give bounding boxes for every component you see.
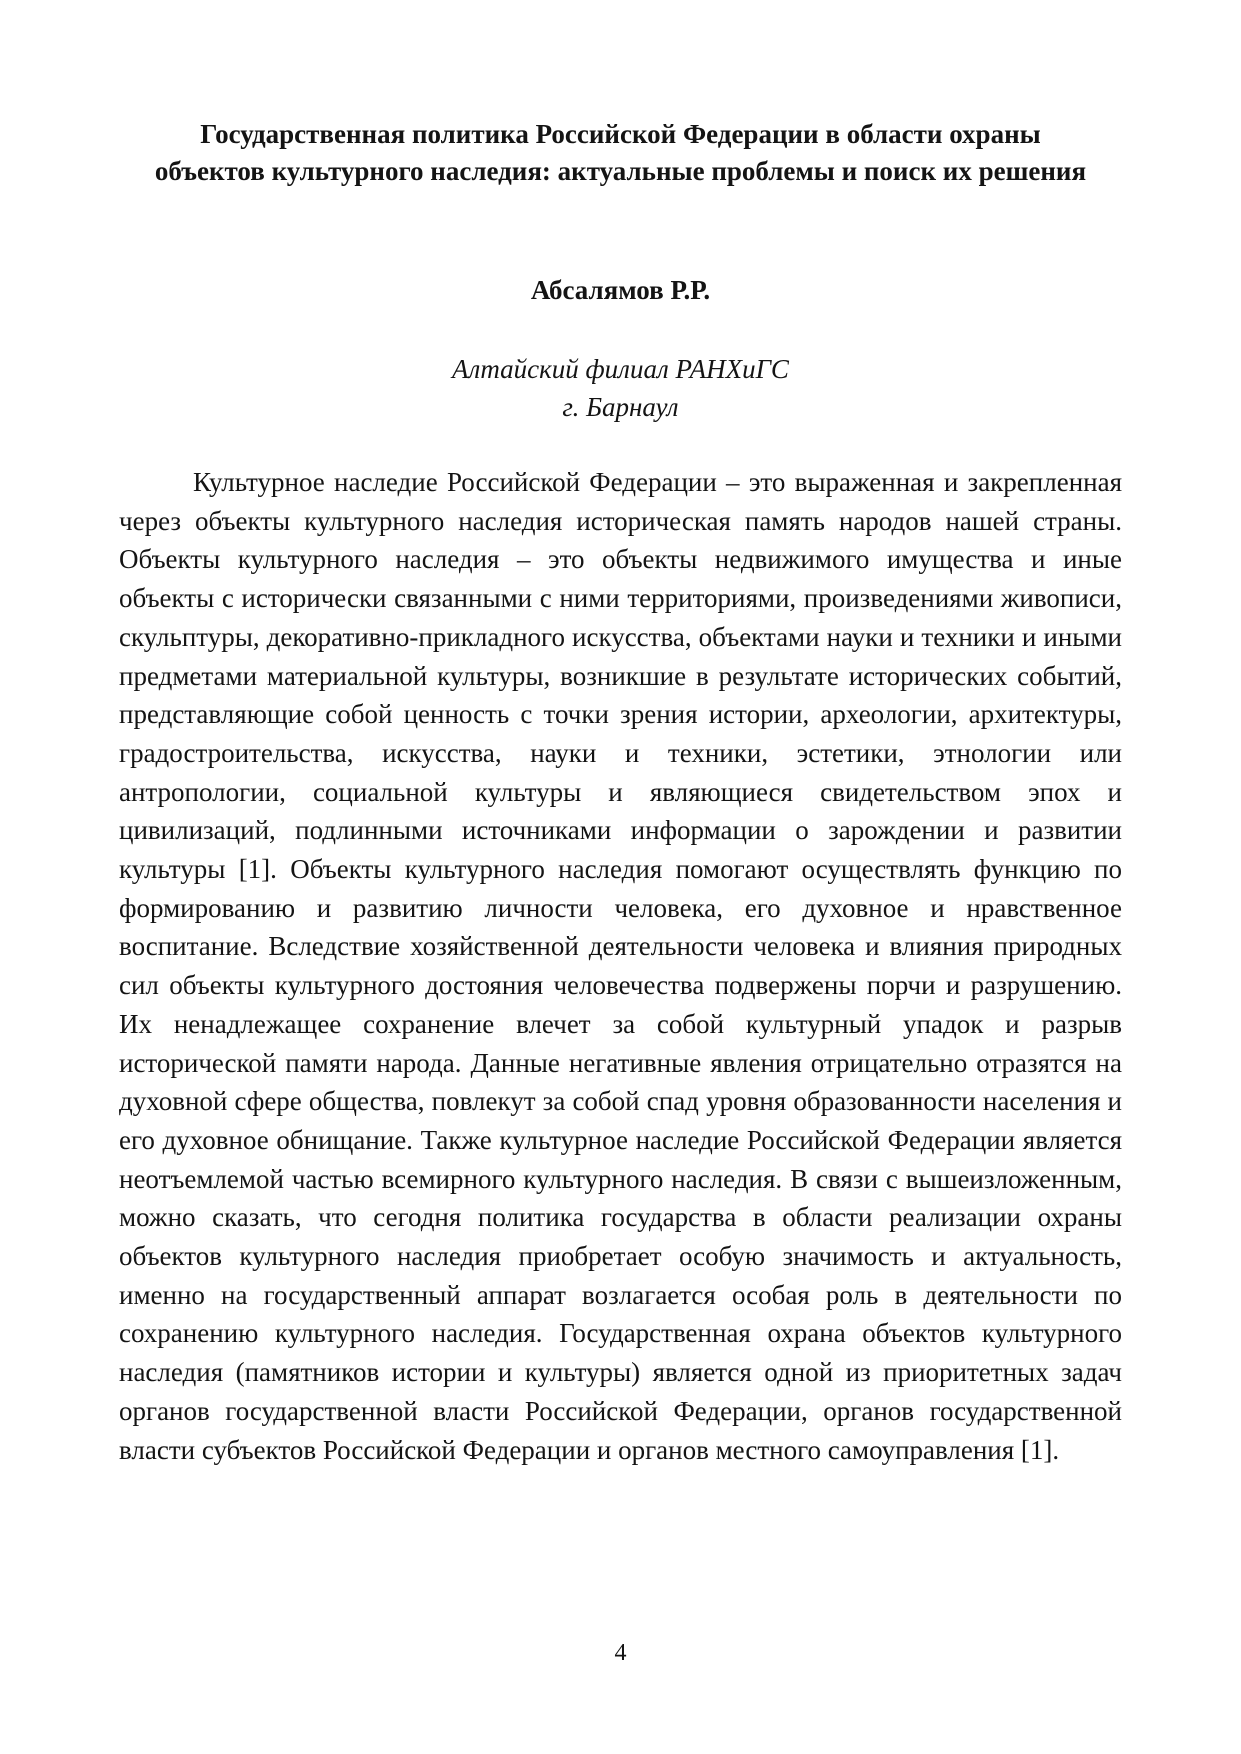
body-paragraph: Культурное наследие Российской Федерации – это выраженная и закрепленная через объекты культурного наследия историческая память народов нашей страны. Объекты культурного наследия – это объекты недвижимого имущества и иные объекты с исторически связанными с ними территориями, произведениями живописи, скульптуры, декоративно-прикладного искусства, объектами науки и техники и иными предметами материальной культуры, возникшие в результате исторических событий, представляющие собой ценность с точки зрения истории, археологии, архитектуры, градостроительства, искусства, науки и техники, эстетики, этнологии или антропологии, социальной культуры и являющиеся свидетельством эпох и цивилизаций, подлинными источниками информации о зарождении и развитии культуры [1]. Объекты культурного наследия помогают осуществлять функцию по формированию и развитию личности человека, его духовное и нравственное воспитание. Вследствие хозяйственной деятельности человека и влияния природных сил объекты культурного достояния человечества подвержены порчи и разрушению. Их ненадлежащее сохранение влечет за собой культурный упадок и разрыв исторической памяти народа. Данные негативные явления отрицательно отразятся на духовной сфере общества, повлекут за собой спад уровня образованности населения и его духовное обнищание. Также культурное наследие Российской Федерации является неотъемлемой частью всемирного культурного наследия. В связи с вышеизложенным, можно сказать, что сегодня политика государства в области реализации охраны объектов культурного наследия приобретает особую значимость и актуальность, именно на государственный аппарат возлагается особая роль в деятельности по сохранению культурного наследия. Государственная охрана объектов культурного наследия (памятников истории и культуры) является одной из приоритетных задач органов государственной власти Российской Федерации, органов государственной власти субъектов Российской Федерации и органов местного самоуправления [1]. [119,467,1122,1465]
affiliation-organization: Алтайский филиал РАНХиГС [452,354,789,384]
affiliation-city: г. Барнаул [562,392,679,422]
article-title: Государственная политика Российской Федерации в области охраны объектов культурного наследия: актуальные проблемы и поиск их решения [154,119,1087,186]
author-affiliation [150,350,1091,426]
page-number: 4 [614,1640,627,1666]
article-author: Абсалямов Р.Р. [530,275,711,305]
